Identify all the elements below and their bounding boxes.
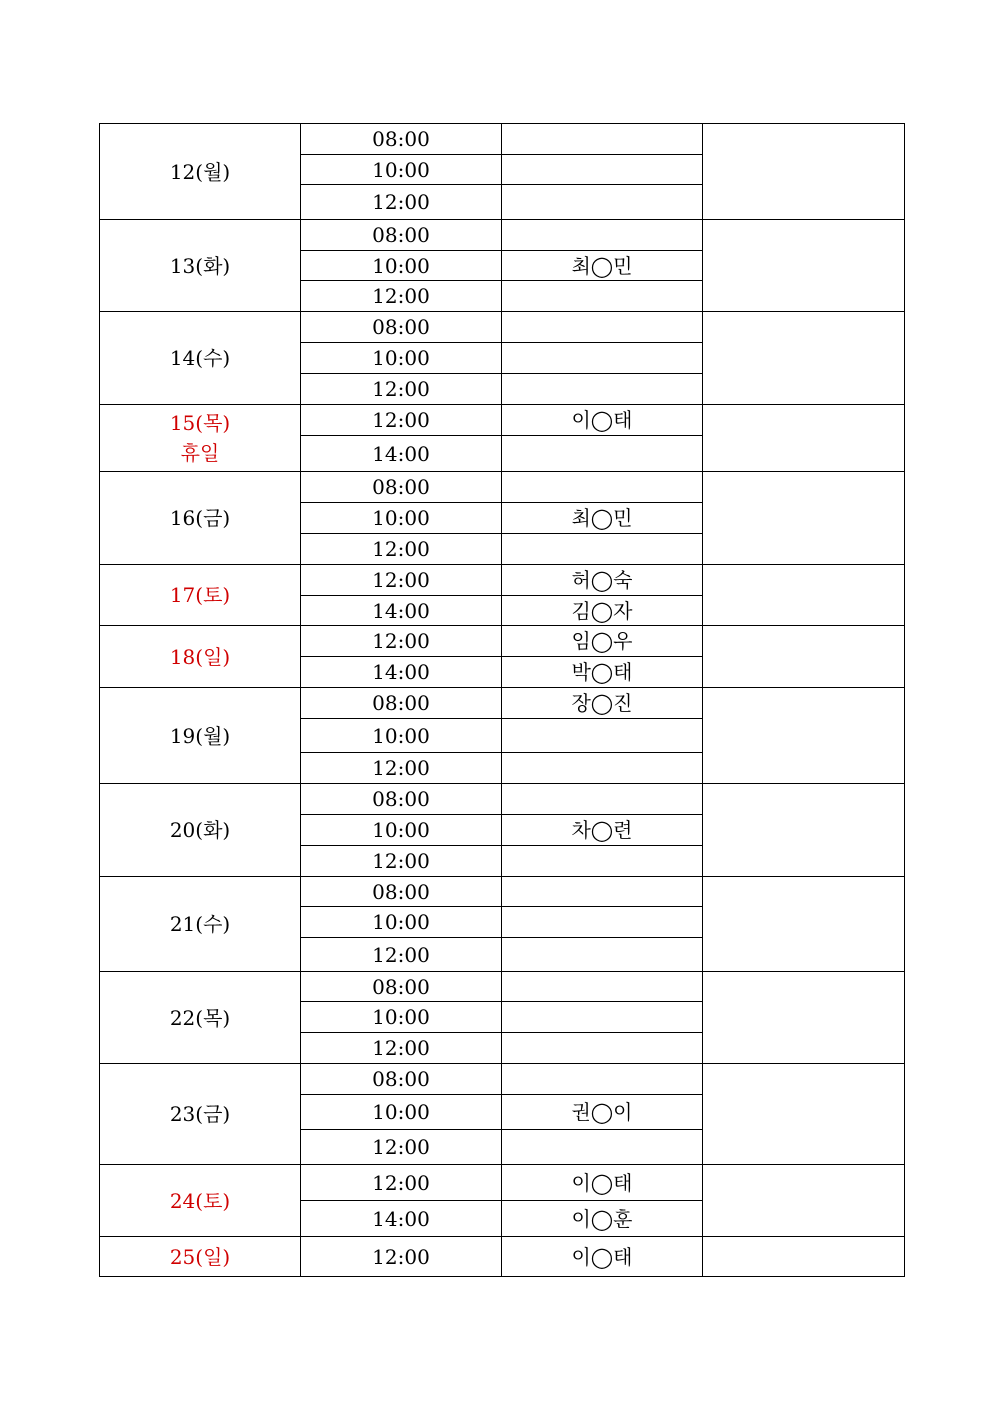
day-cell: 14(수) [100,312,301,405]
time-cell: 10:00 [301,719,502,753]
name-cell [502,1064,703,1095]
name-cell [502,877,703,907]
time-cell: 08:00 [301,472,502,503]
time-cell: 12:00 [301,753,502,784]
table-row [100,124,905,155]
time-cell: 08:00 [301,972,502,1002]
name-cell [502,753,703,784]
name-cell: 허◯숙 [502,565,703,596]
time-cell: 08:00 [301,1064,502,1095]
day-cell [100,405,301,472]
time-cell: 14:00 [301,436,502,472]
note-cell [703,784,905,877]
day-cell: 24(토) [100,1165,301,1237]
name-cell [502,1002,703,1033]
day-cell: 19(월) [100,688,301,784]
day-cell: 16(금) [100,472,301,565]
table-row [100,626,905,657]
note-cell [703,565,905,626]
time-cell: 08:00 [301,784,502,815]
note-cell [703,688,905,784]
note-cell [703,472,905,565]
time-cell: 14:00 [301,657,502,688]
name-cell [502,343,703,374]
note-cell [703,124,905,220]
name-cell: 이◯훈 [502,1201,703,1237]
name-cell [502,907,703,938]
day-label: 15(목) [169,411,231,435]
table-row [100,1064,905,1095]
time-cell: 10:00 [301,503,502,534]
note-cell [703,626,905,688]
schedule-table [99,123,905,1277]
name-cell [502,185,703,220]
day-cell: 13(화) [100,220,301,312]
table-row [100,312,905,343]
name-cell [502,374,703,405]
note-cell [703,972,905,1064]
day-cell: 22(목) [100,972,301,1064]
name-cell: 박◯태 [502,657,703,688]
day-cell: 17(토) [100,565,301,626]
schedule-body [100,124,905,1277]
time-cell: 08:00 [301,220,502,251]
name-cell [502,1033,703,1064]
name-cell [502,155,703,185]
name-cell [502,281,703,312]
time-cell: 12:00 [301,1033,502,1064]
time-cell: 12:00 [301,185,502,220]
table-row [100,565,905,596]
name-cell [502,972,703,1002]
table-row [100,472,905,503]
time-cell: 08:00 [301,312,502,343]
name-cell: 김◯자 [502,596,703,626]
time-cell: 12:00 [301,281,502,312]
day-cell: 20(화) [100,784,301,877]
time-cell: 10:00 [301,907,502,938]
name-cell [502,436,703,472]
time-cell: 12:00 [301,626,502,657]
name-cell: 이◯태 [502,1165,703,1201]
table-row [100,972,905,1002]
table-row [100,1165,905,1201]
time-cell: 10:00 [301,1095,502,1130]
name-cell [502,472,703,503]
time-cell: 10:00 [301,155,502,185]
name-cell [502,220,703,251]
name-cell [502,784,703,815]
name-cell: 이◯태 [502,405,703,436]
name-cell: 장◯진 [502,688,703,719]
time-cell: 12:00 [301,405,502,436]
time-cell: 12:00 [301,1130,502,1165]
time-cell: 12:00 [301,374,502,405]
note-cell [703,877,905,972]
note-cell [703,1064,905,1165]
note-cell [703,405,905,472]
table-row [100,877,905,907]
table-row [100,688,905,719]
day-cell: 21(수) [100,877,301,972]
name-cell [502,846,703,877]
name-cell: 권◯이 [502,1095,703,1130]
time-cell: 10:00 [301,815,502,846]
note-cell [703,312,905,405]
time-cell: 12:00 [301,846,502,877]
time-cell: 08:00 [301,877,502,907]
time-cell: 12:00 [301,938,502,972]
time-cell: 10:00 [301,343,502,374]
time-cell: 12:00 [301,1237,502,1277]
day-cell: 12(월) [100,124,301,220]
table-row [100,405,905,436]
time-cell: 10:00 [301,1002,502,1033]
table-row [100,784,905,815]
time-cell: 12:00 [301,1165,502,1201]
name-cell [502,534,703,565]
note-cell [703,1237,905,1277]
name-cell [502,312,703,343]
table-row [100,220,905,251]
name-cell: 임◯우 [502,626,703,657]
time-cell: 08:00 [301,124,502,155]
time-cell: 08:00 [301,688,502,719]
name-cell [502,719,703,753]
name-cell: 최◯민 [502,503,703,534]
note-cell [703,220,905,312]
name-cell: 차◯련 [502,815,703,846]
time-cell: 14:00 [301,1201,502,1237]
time-cell: 14:00 [301,596,502,626]
day-cell: 23(금) [100,1064,301,1165]
name-cell [502,124,703,155]
name-cell: 이◯태 [502,1237,703,1277]
day-cell: 18(일) [100,626,301,688]
name-cell [502,1130,703,1165]
table-row [100,1237,905,1277]
time-cell: 10:00 [301,251,502,281]
note-cell [703,1165,905,1237]
day-cell: 25(일) [100,1237,301,1277]
time-cell: 12:00 [301,534,502,565]
time-cell: 12:00 [301,565,502,596]
holiday-label: 휴일 [180,441,220,465]
name-cell [502,938,703,972]
name-cell: 최◯민 [502,251,703,281]
